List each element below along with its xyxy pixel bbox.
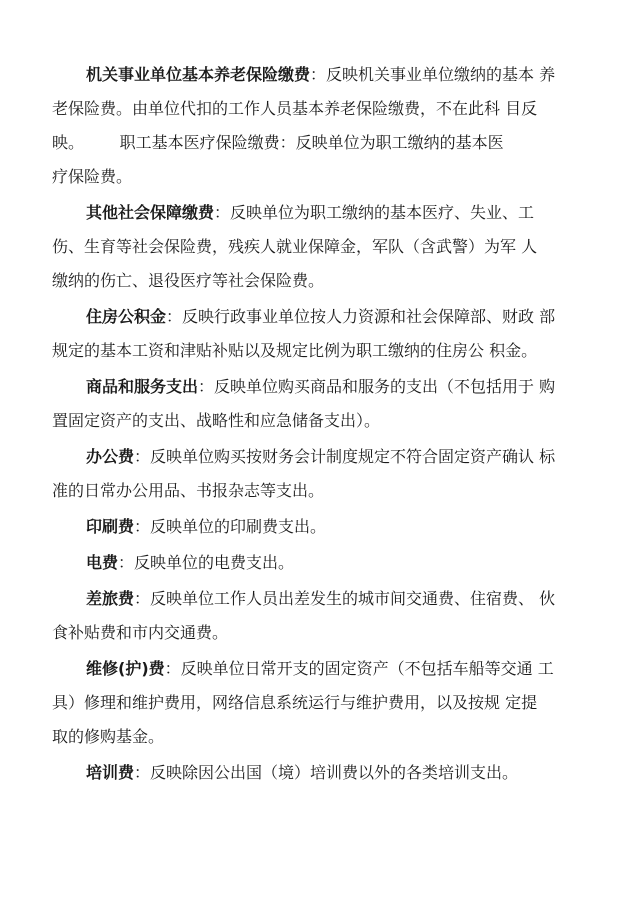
term-heading: 其他社会保障缴费 — [86, 203, 215, 222]
term-separator: ： — [164, 659, 181, 678]
term-separator: ： — [134, 517, 151, 536]
term-heading: 机关事业单位基本养老保险缴费 — [86, 65, 311, 84]
term-separator: ： — [310, 65, 327, 84]
paragraph-line: 老保险费。由单位代扣的工作人员基本养老保险缴费，不在此科 目反 — [52, 99, 538, 118]
paragraph-text: 反映单位的印刷费支出。 — [150, 517, 327, 536]
paragraph-maintenance — [52, 652, 566, 754]
paragraph-line — [86, 582, 566, 616]
paragraph-text: 反映单位日常开支的固定资产（不包括车船等交通 工 — [180, 659, 554, 678]
term-separator: ： — [214, 203, 231, 222]
paragraph-line — [86, 652, 566, 686]
paragraph-line: 疗保险费。 — [52, 167, 133, 186]
term-separator: ： — [118, 553, 135, 572]
term-heading: 维修(护)费 — [86, 659, 165, 678]
paragraph-line — [86, 440, 566, 474]
paragraph-housing-fund — [52, 300, 566, 368]
term-heading: 印刷费 — [86, 517, 135, 536]
paragraph-pension-contribution — [52, 58, 566, 194]
document-body — [52, 58, 566, 790]
paragraph-line: 伤、生育等社会保险费，残疾人就业保障金，军队（含武警）为军 人 — [52, 237, 538, 256]
paragraph-line: 食补贴费和市内交通费。 — [52, 623, 229, 642]
paragraph-line: 映。 职工基本医疗保险缴费：反映单位为职工缴纳的基本医 — [52, 133, 504, 152]
paragraph-line — [86, 546, 566, 580]
term-heading: 住房公积金 — [86, 307, 167, 326]
paragraph-electricity — [86, 546, 566, 580]
paragraph-line — [86, 510, 566, 544]
paragraph-text: 反映机关事业单位缴纳的基本 养 — [326, 65, 556, 84]
term-separator: ： — [134, 447, 151, 466]
paragraph-travel — [52, 582, 566, 650]
paragraph-line — [86, 756, 566, 790]
term-heading: 办公费 — [86, 447, 135, 466]
term-separator: ： — [166, 307, 183, 326]
term-heading: 电费 — [86, 553, 119, 572]
paragraph-printing — [86, 510, 566, 544]
paragraph-text: 反映行政事业单位按人力资源和社会保障部、财政 部 — [182, 307, 556, 326]
paragraph-text: 反映单位为职工缴纳的基本医疗、失业、工 — [230, 203, 535, 222]
paragraph-text: 反映单位工作人员出差发生的城市间交通费、住宿费、 伙 — [150, 589, 556, 608]
paragraph-line — [86, 58, 566, 92]
paragraph-training — [86, 756, 566, 790]
paragraph-line: 置固定资产的支出、战略性和应急储备支出）。 — [52, 411, 381, 430]
paragraph-text: 反映单位购买按财务会计制度规定不符合固定资产确认 标 — [150, 447, 556, 466]
term-separator: ： — [198, 377, 215, 396]
term-heading: 差旅费 — [86, 589, 135, 608]
paragraph-line: 准的日常办公用品、书报杂志等支出。 — [52, 481, 325, 500]
paragraph-text: 反映单位的电费支出。 — [134, 553, 295, 572]
paragraph-line: 规定的基本工资和津贴补贴以及规定比例为职工缴纳的住房公 积金。 — [52, 341, 538, 360]
paragraph-line: 具）修理和维护费用，网络信息系统运行与维护费用，以及按规 定提 — [52, 693, 538, 712]
paragraph-text: 反映单位购买商品和服务的支出（不包括用于 购 — [214, 377, 556, 396]
term-separator: ： — [134, 589, 151, 608]
paragraph-line: 取的修购基金。 — [52, 727, 165, 746]
paragraph-line — [86, 300, 566, 334]
paragraph-goods-services — [52, 370, 566, 438]
term-separator: ： — [134, 763, 151, 782]
term-heading: 商品和服务支出 — [86, 377, 199, 396]
paragraph-other-social-security — [52, 196, 566, 298]
term-heading: 培训费 — [86, 763, 135, 782]
paragraph-office-expenses — [52, 440, 566, 508]
paragraph-line: 缴纳的伤亡、退役医疗等社会保险费。 — [52, 271, 325, 290]
paragraph-text: 反映除因公出国（境）培训费以外的各类培训支出。 — [150, 763, 519, 782]
paragraph-line — [86, 370, 566, 404]
paragraph-line — [86, 196, 566, 230]
